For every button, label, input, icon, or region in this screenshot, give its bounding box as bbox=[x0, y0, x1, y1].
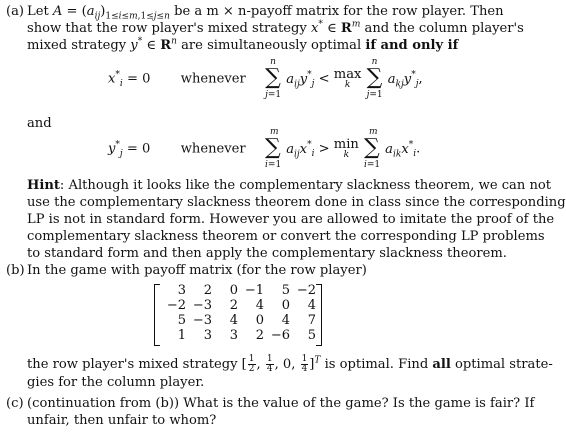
hint-label: Hint bbox=[27, 178, 60, 193]
matrix-cell: 2 bbox=[229, 298, 238, 313]
matrix-cell: 4 bbox=[229, 313, 238, 328]
matrix-cell: −6 bbox=[270, 328, 290, 343]
matrix-cell: 3 bbox=[177, 283, 186, 298]
matrix-cell: −3 bbox=[192, 313, 212, 328]
part-c-line-1: (continuation from (b)) What is the value of the game? Is the game is fair? If bbox=[27, 396, 535, 411]
matrix-cell: 4 bbox=[307, 298, 316, 313]
matrix-cell: 5 bbox=[177, 313, 186, 328]
and-text: and bbox=[27, 116, 52, 131]
hint-line-2: use the complementary slackness theorem done in class since the corresponding bbox=[27, 195, 566, 210]
hint-line-1: Hint: Although it looks like the complementary slackness theorem, we can not bbox=[27, 178, 552, 193]
hint-line-3: LP is not in standard form. However you are allowed to imitate the proof of the bbox=[27, 212, 555, 227]
matrix-right-bracket bbox=[316, 284, 322, 346]
matrix-row bbox=[160, 283, 316, 298]
part-c-line-2: unfair, then unfair to whom? bbox=[27, 413, 217, 428]
matrix-row bbox=[160, 313, 316, 328]
matrix-cell: −1 bbox=[244, 283, 264, 298]
matrix-cell: 5 bbox=[307, 328, 316, 343]
matrix-row bbox=[160, 328, 316, 343]
matrix-cell: 0 bbox=[229, 283, 238, 298]
matrix-cell: −3 bbox=[192, 298, 212, 313]
part-c-label: (c) bbox=[6, 396, 24, 411]
matrix-cell: 2 bbox=[255, 328, 264, 343]
matrix-cell: 3 bbox=[229, 328, 238, 343]
strategy-entry: $\frac{1}{4}$ bbox=[301, 354, 308, 374]
equation-2: $y^*_j = 0$ whenever m ∑ i=1 $a_{ij}x^*_i$ > min k m ∑ i=1 $a_{ik}x^*_i$. bbox=[108, 127, 421, 170]
matrix-row bbox=[160, 298, 316, 313]
payoff-matrix bbox=[154, 284, 322, 344]
hint-line-4: complementary slackness theorem or convert the corresponding LP problems bbox=[27, 229, 545, 244]
matrix-cell: 7 bbox=[307, 313, 316, 328]
part-b-label: (b) bbox=[6, 263, 25, 278]
matrix-cell: 2 bbox=[203, 283, 212, 298]
matrix-cell: 0 bbox=[255, 313, 264, 328]
part-a-line-2: show that the row player's mixed strategy x* ∈ $R^m$ and the column player's bbox=[27, 19, 524, 36]
part-a-line-3: mixed strategy y* ∈ $R^n$ are simultaneously optimal if and only if bbox=[27, 36, 459, 53]
matrix-cell: 1 bbox=[177, 328, 186, 343]
part-a-label: (a) bbox=[6, 4, 25, 19]
matrix-cell: 5 bbox=[281, 283, 290, 298]
matrix-cell: −2 bbox=[166, 298, 186, 313]
part-b-strategy-line: the row player's mixed strategy [ $\frac{1}{2}$ , $\frac{1}{4}$ , 0, $\frac{1}{4}$ ]$^T$ is optimal. Find all optimal strate- bbox=[27, 354, 553, 374]
part-b-intro: In the game with payoff matrix (for the row player) bbox=[27, 263, 367, 278]
matrix-cell: 4 bbox=[255, 298, 264, 313]
matrix-cell: 0 bbox=[281, 298, 290, 313]
matrix-cell: 4 bbox=[281, 313, 290, 328]
strategy-entry: $\frac{1}{2}$ bbox=[248, 354, 255, 374]
matrix-cell: 3 bbox=[203, 328, 212, 343]
part-a-line-1: Let $A = (a_{ij})_{1\le i\le m,1\le j\le n}$ be a m × n-payoff matrix for the row player. Then bbox=[27, 4, 504, 22]
strategy-entry: $\frac{1}{4}$ bbox=[266, 354, 273, 374]
equation-1: $x^*_i = 0$ whenever n ∑ j=1 $a_{ij}y^*_j$ < max k n ∑ j=1 $a_{kj}y^*_j$, bbox=[108, 57, 423, 100]
hint-line-5: to standard form and then apply the complementary slackness theorem. bbox=[27, 246, 507, 261]
part-b-line-2: gies for the column player. bbox=[27, 375, 205, 390]
matrix-cell: −2 bbox=[296, 283, 316, 298]
